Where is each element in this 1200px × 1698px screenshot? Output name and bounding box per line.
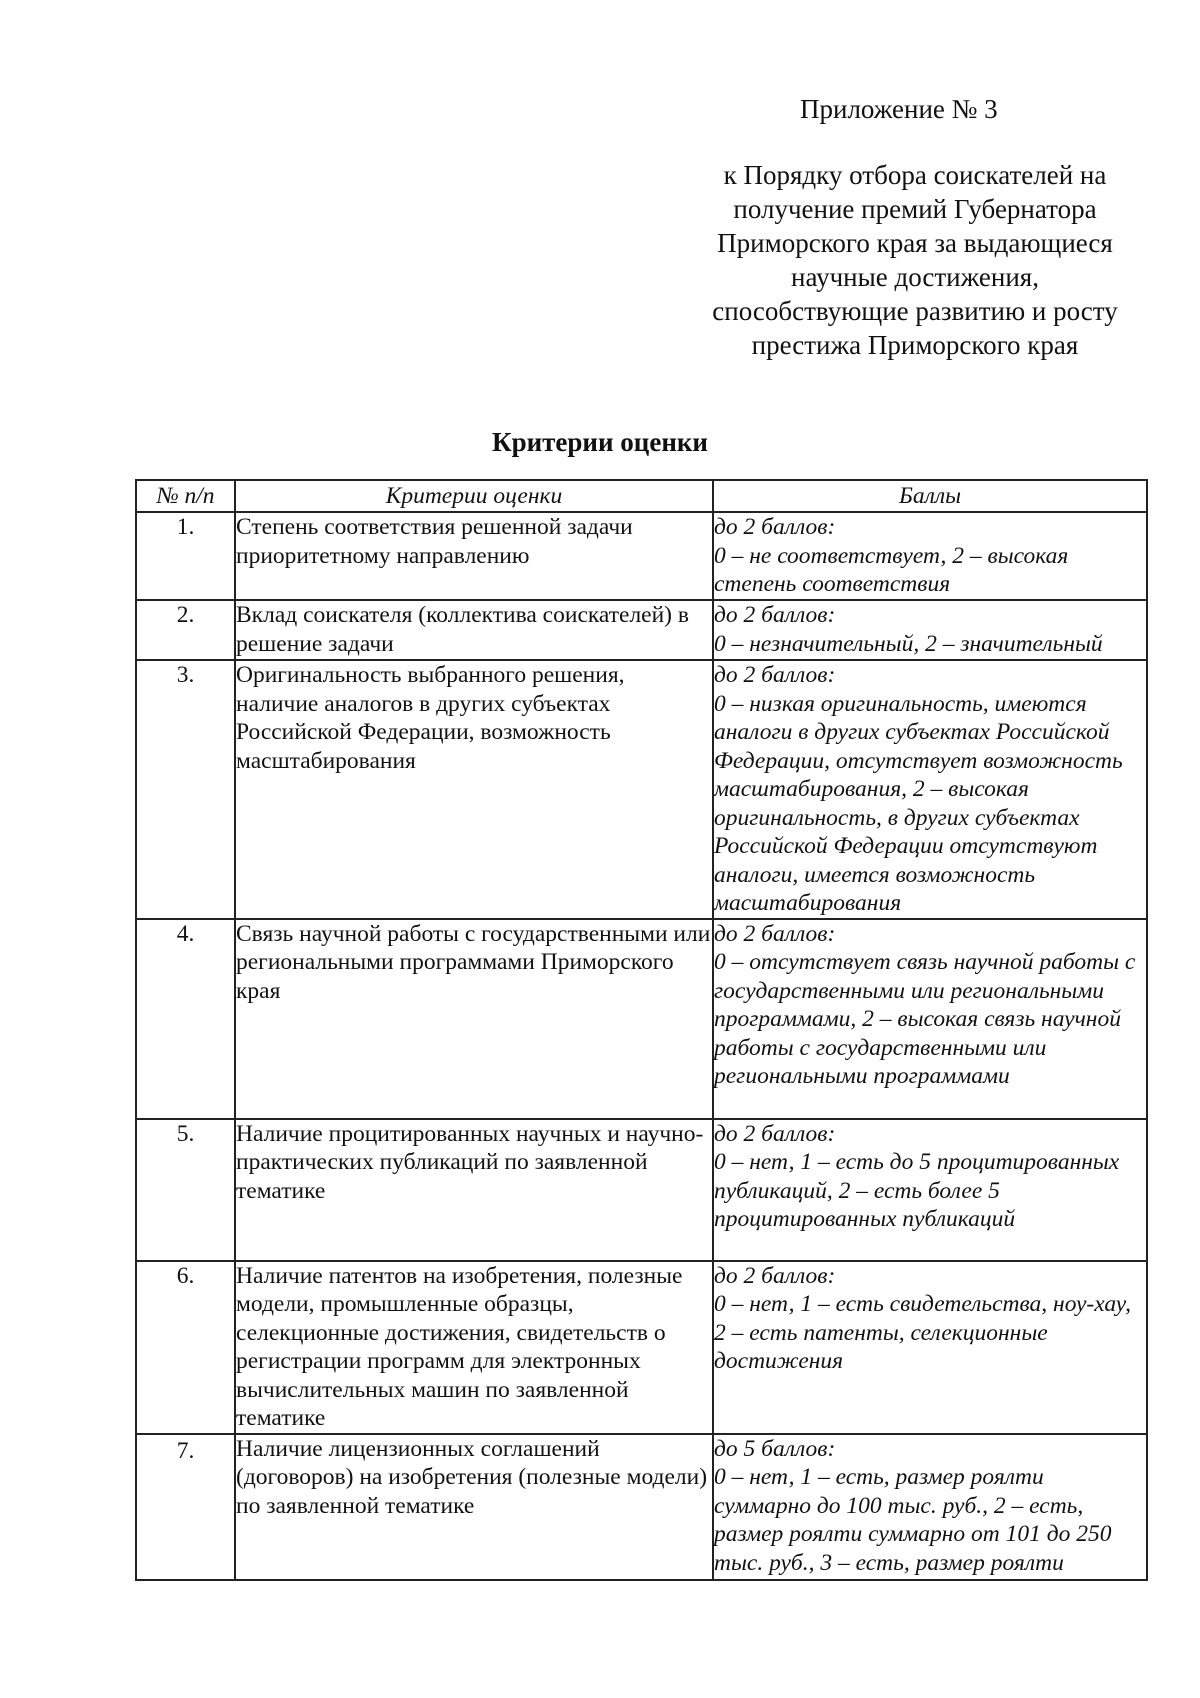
table-row: [136, 512, 1147, 600]
score-cell: [713, 1261, 1147, 1434]
table-row: [136, 1261, 1147, 1434]
annex-subtitle: к Порядку отбора соискателей на получение премий Губернатора Приморского края за выдающиеся научные достижения, способствующие развитию и росту престижа Приморского края: [712, 160, 1118, 360]
score-description: 0 – отсутствует связь научной работы с государственными или региональными программами, 2 – высокая связь научной работы с государственными или региональными программами: [714, 949, 1136, 1089]
table-header-row: [136, 480, 1147, 512]
row-number: 2.: [136, 600, 235, 660]
score-max: до 2 баллов:: [714, 514, 836, 540]
score-description: 0 – низкая оригинальность, имеются аналоги в других субъектах Российской Федерации, отсутствует возможность масштабирования, 2 – высокая оригинальность, в других субъектах Российской Федерации отсутствуют аналоги, имеется возможность масштабирования: [714, 690, 1123, 916]
table-row: [136, 919, 1147, 1119]
score-max: до 2 баллов:: [714, 1262, 836, 1289]
criterion-text: Связь научной работы с государственными или региональными программами Приморского края: [235, 919, 713, 1119]
header-criteria: Критерии оценки: [235, 480, 713, 512]
criteria-table: [135, 479, 1148, 1581]
row-number: 5.: [136, 1119, 235, 1261]
table-row: [136, 660, 1147, 919]
annex-title: Приложение № 3: [800, 94, 998, 124]
criterion-text: Степень соответствия решенной задачи приоритетному направлению: [235, 512, 713, 600]
criterion-text: Вклад соискателя (коллектива соискателей) в решение задачи: [235, 600, 713, 660]
table-row: [136, 1119, 1147, 1261]
header-score: Баллы: [713, 480, 1147, 512]
row-number: 4.: [136, 919, 235, 1119]
header-num: № п/п: [136, 480, 235, 512]
score-description: 0 – не соответствует, 2 – высокая степень соответствия: [714, 542, 1069, 597]
score-max: до 5 баллов:: [714, 1435, 836, 1462]
table-row: [136, 600, 1147, 660]
row-number: 7.: [136, 1434, 235, 1580]
score-cell: [713, 512, 1147, 600]
criterion-text: Наличие процитированных научных и научно-практических публикаций по заявленной тематике: [235, 1119, 713, 1261]
criterion-text: Наличие патентов на изобретения, полезные модели, промышленные образцы, селекционные достижения, свидетельств о регистрации программ для электронных вычислительных машин по заявленной тематике: [235, 1261, 713, 1434]
score-max: до 2 баллов:: [714, 662, 836, 688]
score-max: до 2 баллов:: [714, 1120, 836, 1147]
row-number: 1.: [136, 512, 235, 600]
score-cell: [713, 1434, 1147, 1580]
table-row: [136, 1434, 1147, 1580]
score-description: 0 – незначительный, 2 – значительный: [714, 630, 1103, 657]
score-description: 0 – нет, 1 – есть до 5 процитированных публикаций, 2 – есть более 5 процитированных публикаций: [714, 1149, 1120, 1232]
score-cell: [713, 600, 1147, 660]
score-description: 0 – нет, 1 – есть свидетельства, ноу-хау, 2 – есть патенты, селекционные достижения: [714, 1291, 1131, 1374]
score-cell: [713, 919, 1147, 1119]
score-max: до 2 баллов:: [714, 920, 836, 947]
document-title: Критерии оценки: [492, 427, 708, 457]
criterion-text: Наличие лицензионных соглашений (договоров) на изобретения (полезные модели) по заявленной тематике: [235, 1434, 713, 1580]
score-cell: [713, 1119, 1147, 1261]
row-number: 6.: [136, 1261, 235, 1434]
row-number: 3.: [136, 660, 235, 919]
score-description: 0 – нет, 1 – есть, размер роялти суммарно до 100 тыс. руб., 2 – есть, размер роялти суммарно от 101 до 250 тыс. руб., 3 – есть, размер роялти: [714, 1464, 1112, 1576]
score-max: до 2 баллов:: [714, 602, 836, 628]
criterion-text: Оригинальность выбранного решения, наличие аналогов в других субъектах Российской Федерации, возможность масштабирования: [235, 660, 713, 919]
score-cell: [713, 660, 1147, 919]
